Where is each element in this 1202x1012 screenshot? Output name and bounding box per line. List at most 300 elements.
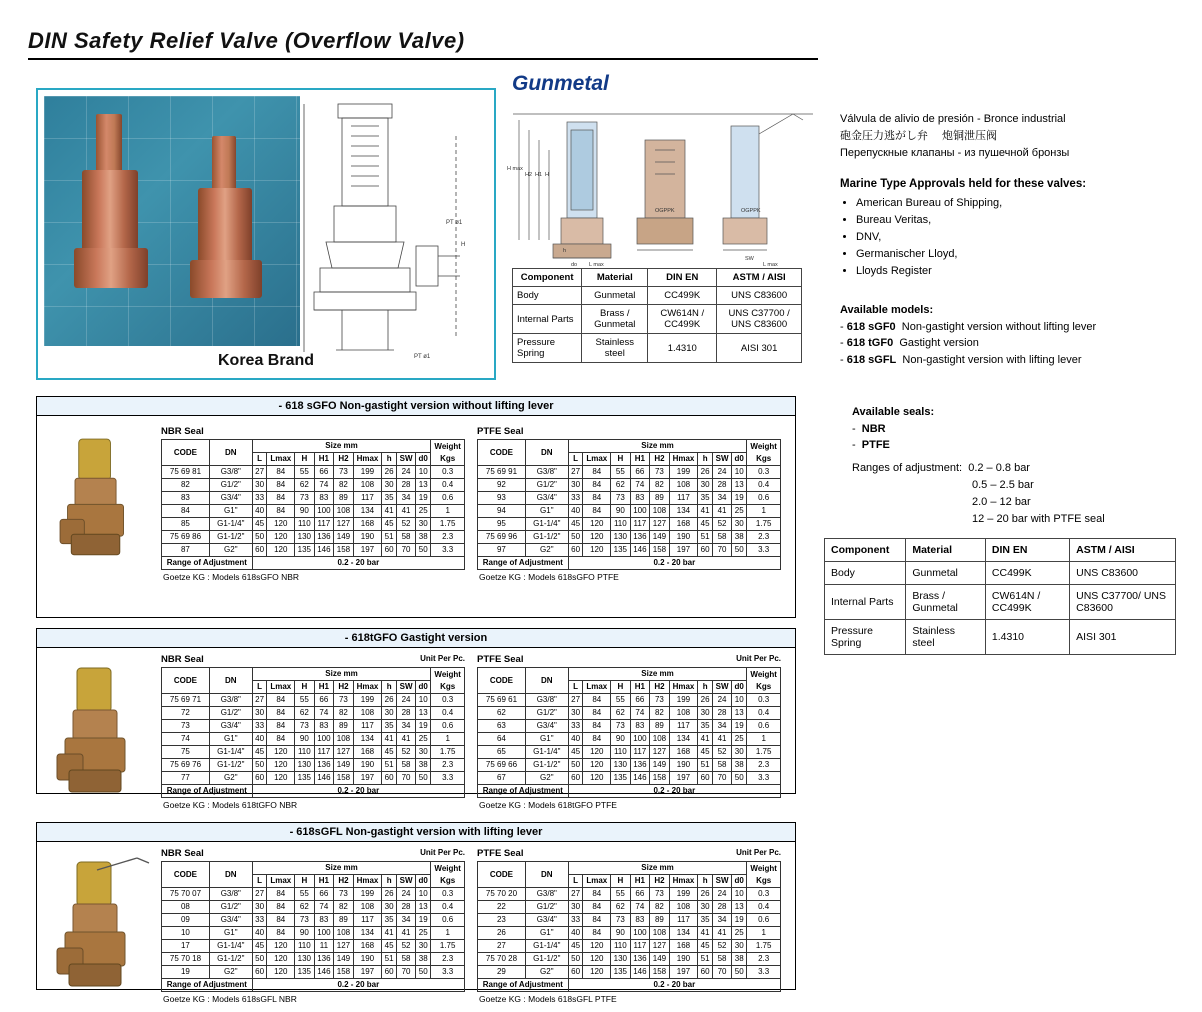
cell-h1: 117	[630, 940, 650, 953]
cell-d0: 10	[416, 888, 431, 901]
cell-dn: G3/4"	[525, 914, 568, 927]
svg-text:SW: SW	[745, 256, 754, 262]
list-item: • Germanischer Lloyd,	[856, 247, 1190, 263]
cell-h: 35	[382, 492, 397, 505]
table-row	[825, 620, 1176, 655]
model-desc: Non-gastight version with lifting lever	[902, 353, 1082, 366]
cell-l: 60	[252, 966, 267, 979]
col-dinen: DIN EN	[985, 539, 1069, 562]
col-code: CODE	[162, 440, 210, 466]
cell-l: 60	[568, 544, 583, 557]
table-row	[162, 966, 465, 979]
unit-per-pc: Unit Per Pc.	[420, 848, 465, 857]
cell-d0: 38	[732, 531, 747, 544]
title-divider	[28, 58, 818, 60]
cell-h1: 146	[314, 772, 334, 785]
table-row	[162, 759, 465, 772]
cell-h: 73	[611, 720, 631, 733]
col-l: L	[568, 453, 583, 466]
cell-lmax: 84	[267, 479, 295, 492]
cell-code: 65	[478, 746, 526, 759]
cell-weight: 2.3	[747, 531, 781, 544]
table-footnote: Goetze KG : Models 618sGFL PTFE	[479, 994, 617, 1004]
cell-d0: 13	[416, 901, 431, 914]
cell-h1: 66	[630, 466, 650, 479]
col-d0: d0	[416, 875, 431, 888]
cell-h: 41	[698, 927, 713, 940]
seal-name: PTFE	[861, 439, 890, 451]
cell-h: 41	[698, 733, 713, 746]
table-row	[478, 966, 781, 979]
cell-weight: 1.75	[431, 940, 465, 953]
col-code: CODE	[162, 668, 210, 694]
table-row	[478, 720, 781, 733]
cell-dn: G3/4"	[209, 914, 252, 927]
col-h2: H2	[650, 875, 670, 888]
cell-h2: 158	[650, 966, 670, 979]
cell-l: 27	[252, 888, 267, 901]
cell-h: 41	[382, 505, 397, 518]
table-row	[478, 492, 781, 505]
cell-h1: 100	[314, 505, 334, 518]
cell-h1: 117	[630, 518, 650, 531]
cell-lmax: 120	[583, 746, 611, 759]
valve-illustration	[43, 654, 163, 809]
model-code: 618 tGF0	[846, 337, 894, 349]
svg-text:H: H	[545, 172, 549, 178]
cell-code: 75 69 66	[478, 759, 526, 772]
cell-weight: 1	[747, 733, 781, 746]
table-row	[162, 694, 465, 707]
table-row	[162, 888, 465, 901]
cell-h: 110	[295, 940, 315, 953]
cell-h2: 89	[334, 492, 354, 505]
cell-code: 64	[478, 733, 526, 746]
cell-hmax: 190	[669, 759, 698, 772]
col-dn: DN	[525, 668, 568, 694]
seal-label-ptfe: PTFE Seal	[477, 848, 524, 859]
cell-material: Stainless steel	[906, 620, 986, 655]
cell-weight: 1	[431, 505, 465, 518]
cell-h: 135	[611, 966, 631, 979]
table-row	[162, 746, 465, 759]
cell-h2: 82	[650, 707, 670, 720]
unit-per-pc: Unit Per Pc.	[736, 848, 781, 857]
cell-sw: 34	[397, 492, 416, 505]
col-h: h	[698, 453, 713, 466]
col-h: H	[295, 681, 315, 694]
section-heading: - 618tGFO Gastight version	[37, 629, 795, 648]
cell-h1: 74	[314, 479, 334, 492]
cell-sw: 41	[397, 927, 416, 940]
cell-h: 60	[698, 966, 713, 979]
cell-d0: 38	[416, 759, 431, 772]
cell-d0: 50	[732, 544, 747, 557]
cell-h1: 74	[630, 707, 650, 720]
cell-dn: G1-1/4"	[525, 518, 568, 531]
cell-hmax: 117	[669, 914, 698, 927]
subtitle: Gunmetal	[512, 72, 609, 95]
table-row	[478, 531, 781, 544]
cell-h: 51	[698, 531, 713, 544]
cell-d0: 13	[732, 479, 747, 492]
table-header-row	[478, 440, 781, 453]
cell-hmax: 190	[353, 759, 382, 772]
cell-h1: 146	[314, 544, 334, 557]
spec-section-2	[36, 628, 796, 810]
cell-hmax: 117	[669, 492, 698, 505]
cell-sw: 58	[713, 953, 732, 966]
cell-sw: 24	[713, 888, 732, 901]
cell-weight: 0.4	[747, 707, 781, 720]
cell-dn: G1"	[525, 927, 568, 940]
cell-code: 74	[162, 733, 210, 746]
range-value: 2.0 – 12 bar	[972, 496, 1031, 509]
col-h: h	[382, 875, 397, 888]
cell-weight: 3.3	[431, 772, 465, 785]
table-row	[162, 466, 465, 479]
unit-per-pc: Unit Per Pc.	[420, 654, 465, 663]
cell-component: Pressure Spring	[513, 334, 582, 363]
range-row	[162, 557, 465, 570]
page-header	[28, 28, 1174, 60]
cell-h: 62	[295, 707, 315, 720]
cell-d0: 50	[416, 966, 431, 979]
cell-lmax: 84	[583, 901, 611, 914]
cell-h: 90	[611, 505, 631, 518]
cell-code: 09	[162, 914, 210, 927]
section-heading: - 618 sGFO Non-gastight version without lifting lever	[37, 397, 795, 416]
cell-h1: 74	[314, 707, 334, 720]
cell-lmax: 120	[583, 940, 611, 953]
cell-range-label: Range of Adjustment	[162, 557, 253, 570]
cell-hmax: 197	[353, 772, 382, 785]
col-size: Size mm	[568, 862, 747, 875]
cell-h: 62	[295, 479, 315, 492]
cell-sw: 34	[713, 492, 732, 505]
col-size: Size mm	[568, 668, 747, 681]
cell-material: Brass / Gunmetal	[582, 305, 648, 334]
cell-sw: 34	[713, 720, 732, 733]
ptfe-block	[477, 848, 781, 1004]
col-h: H	[295, 453, 315, 466]
col-h2: H2	[650, 681, 670, 694]
cell-weight: 0.3	[431, 694, 465, 707]
cell-h2: 149	[650, 531, 670, 544]
cell-l: 45	[568, 746, 583, 759]
table-row	[162, 927, 465, 940]
list-item: • DNV,	[856, 230, 1190, 246]
col-weight: Weight Kgs	[747, 862, 781, 888]
valve-cap-right	[212, 136, 236, 192]
range-row	[478, 557, 781, 570]
table-row	[478, 759, 781, 772]
cell-h: 135	[295, 966, 315, 979]
spec-section-3	[36, 822, 796, 1004]
table-footnote: Goetze KG : Models 618sGFL NBR	[163, 994, 297, 1004]
cell-l: 33	[568, 720, 583, 733]
cell-d0: 25	[416, 927, 431, 940]
cell-sw: 58	[713, 759, 732, 772]
cell-h: 73	[295, 720, 315, 733]
cell-hmax: 108	[669, 479, 698, 492]
cell-lmax: 120	[267, 966, 295, 979]
cell-h1: 83	[630, 492, 650, 505]
cell-weight: 1	[431, 927, 465, 940]
spec-section-1	[36, 396, 796, 618]
cell-sw: 28	[397, 901, 416, 914]
col-dn: DN	[209, 862, 252, 888]
spec-table	[161, 861, 465, 992]
cell-lmax: 84	[583, 927, 611, 940]
cell-hmax: 168	[353, 940, 382, 953]
cell-hmax: 134	[669, 733, 698, 746]
cell-dn: G1-1/2"	[209, 953, 252, 966]
col-h1: H1	[314, 453, 334, 466]
cell-lmax: 120	[583, 953, 611, 966]
table-row	[162, 479, 465, 492]
cell-dn: G2"	[209, 966, 252, 979]
material-table-top	[512, 268, 802, 363]
cell-h: 30	[698, 901, 713, 914]
cell-d0: 38	[416, 953, 431, 966]
cell-h2: 127	[334, 518, 354, 531]
cell-sw: 70	[713, 966, 732, 979]
section-drawing	[296, 96, 492, 374]
col-h1: H1	[314, 681, 334, 694]
cell-weight: 2.3	[431, 953, 465, 966]
list-item: • American Bureau of Shipping,	[856, 196, 1190, 212]
table-row	[162, 940, 465, 953]
cell-d0: 19	[416, 914, 431, 927]
cell-h: 90	[611, 927, 631, 940]
cell-h2: 82	[334, 479, 354, 492]
range-value: 0.2 – 0.8 bar	[968, 462, 1030, 474]
cell-h: 62	[295, 901, 315, 914]
table-header-row	[513, 269, 802, 287]
cell-component: Internal Parts	[825, 585, 906, 620]
col-sw: SW	[713, 875, 732, 888]
range-row	[478, 979, 781, 992]
cell-code: 29	[478, 966, 526, 979]
cell-range-value: 0.2 - 20 bar	[252, 557, 464, 570]
seal-label-nbr: NBR Seal	[161, 848, 204, 859]
cell-code: 17	[162, 940, 210, 953]
cell-code: 95	[478, 518, 526, 531]
cell-code: 63	[478, 720, 526, 733]
cell-lmax: 120	[267, 953, 295, 966]
cell-h: 60	[698, 544, 713, 557]
cell-h: 90	[611, 733, 631, 746]
cell-h: 130	[295, 953, 315, 966]
cell-h2: 108	[650, 505, 670, 518]
cell-l: 40	[568, 505, 583, 518]
cell-l: 33	[252, 720, 267, 733]
cell-material: Stainless steel	[582, 334, 648, 363]
spec-table	[477, 439, 781, 570]
svg-text:L max: L max	[589, 262, 604, 268]
cell-weight: 0.6	[747, 914, 781, 927]
cell-astm: UNS C37700/ UNS C83600	[1070, 585, 1176, 620]
cell-lmax: 84	[267, 888, 295, 901]
ranges-block	[852, 460, 1192, 528]
col-size: Size mm	[252, 440, 431, 453]
lang-cjk: 砲金圧力逃がし弁 炮铜泄压阀	[840, 129, 998, 142]
seals-block	[852, 404, 1192, 454]
cell-h1: 117	[314, 518, 334, 531]
table-row	[825, 585, 1176, 620]
cell-l: 27	[252, 694, 267, 707]
ptfe-block	[477, 426, 781, 582]
cell-h2: 127	[650, 746, 670, 759]
models-title: Available models:	[840, 304, 934, 316]
col-component: Component	[513, 269, 582, 287]
cell-sw: 28	[713, 901, 732, 914]
cell-range-label: Range of Adjustment	[478, 785, 569, 798]
cell-dn: G1"	[209, 733, 252, 746]
cell-l: 60	[252, 544, 267, 557]
table-footnote: Goetze KG : Models 618sGFO PTFE	[479, 572, 619, 582]
cell-h: 30	[698, 707, 713, 720]
cell-lmax: 84	[583, 707, 611, 720]
cell-lmax: 84	[583, 694, 611, 707]
table-row	[162, 901, 465, 914]
seal-row: - NBR	[852, 422, 886, 435]
table-row	[478, 694, 781, 707]
cell-h: 35	[698, 720, 713, 733]
cell-code: 75 70 18	[162, 953, 210, 966]
table-footnote: Goetze KG : Models 618tGFO NBR	[163, 800, 298, 810]
cell-hmax: 117	[353, 720, 382, 733]
col-sw: SW	[713, 681, 732, 694]
range-value: 0.5 – 2.5 bar	[972, 479, 1034, 492]
table-header-row	[478, 862, 781, 875]
cell-sw: 28	[713, 479, 732, 492]
col-l: L	[568, 875, 583, 888]
cell-range-value: 0.2 - 20 bar	[568, 785, 780, 798]
cell-d0: 30	[732, 746, 747, 759]
cell-sw: 52	[713, 940, 732, 953]
cell-code: 19	[162, 966, 210, 979]
cell-sw: 24	[397, 694, 416, 707]
cell-range-value: 0.2 - 20 bar	[568, 979, 780, 992]
model-row: - 618 tGF0 Gastight version	[840, 337, 979, 349]
cell-l: 27	[568, 694, 583, 707]
col-hmax: Hmax	[353, 875, 382, 888]
cell-h: 110	[611, 518, 631, 531]
table-row	[478, 746, 781, 759]
col-d0: d0	[416, 681, 431, 694]
col-lmax: Lmax	[583, 875, 611, 888]
cell-dinen: CW614N / CC499K	[648, 305, 717, 334]
cell-lmax: 84	[583, 479, 611, 492]
table-row	[162, 531, 465, 544]
cell-h: 60	[382, 544, 397, 557]
col-sw: SW	[397, 453, 416, 466]
cell-weight: 0.3	[747, 888, 781, 901]
cell-sw: 70	[397, 966, 416, 979]
cell-l: 45	[252, 518, 267, 531]
cell-hmax: 199	[669, 888, 698, 901]
col-lmax: Lmax	[267, 875, 295, 888]
cell-h: 45	[698, 746, 713, 759]
cell-weight: 1.75	[747, 746, 781, 759]
cell-h1: 83	[314, 720, 334, 733]
col-code: CODE	[478, 862, 526, 888]
cell-h: 73	[295, 492, 315, 505]
cell-sw: 28	[397, 707, 416, 720]
cell-d0: 13	[416, 707, 431, 720]
cell-h1: 146	[630, 966, 650, 979]
col-hmax: Hmax	[669, 453, 698, 466]
cell-h1: 136	[630, 759, 650, 772]
cell-component: Pressure Spring	[825, 620, 906, 655]
cell-lmax: 84	[583, 720, 611, 733]
cell-h: 90	[295, 505, 315, 518]
cell-h1: 83	[630, 720, 650, 733]
cell-hmax: 108	[669, 707, 698, 720]
col-h: h	[382, 453, 397, 466]
table-row	[478, 914, 781, 927]
cell-h2: 149	[334, 953, 354, 966]
col-l: L	[252, 453, 267, 466]
cell-sw: 24	[397, 888, 416, 901]
cell-h: 135	[295, 772, 315, 785]
col-sw: SW	[713, 453, 732, 466]
col-size: Size mm	[252, 668, 431, 681]
cell-h: 35	[382, 914, 397, 927]
table-row	[513, 287, 802, 305]
cell-sw: 70	[713, 772, 732, 785]
cell-material: Gunmetal	[906, 562, 986, 585]
col-d0: d0	[732, 453, 747, 466]
cell-lmax: 84	[267, 492, 295, 505]
cell-h: 55	[611, 466, 631, 479]
cell-sw: 52	[713, 518, 732, 531]
table-row	[162, 544, 465, 557]
cell-sw: 52	[713, 746, 732, 759]
cell-h1: 74	[630, 479, 650, 492]
cell-h: 41	[698, 505, 713, 518]
cell-weight: 1	[431, 733, 465, 746]
cell-weight: 0.6	[747, 492, 781, 505]
cell-hmax: 199	[353, 466, 382, 479]
table-header-row	[162, 668, 465, 681]
cell-lmax: 120	[583, 518, 611, 531]
cell-hmax: 134	[669, 505, 698, 518]
cell-hmax: 108	[353, 707, 382, 720]
cell-h: 51	[382, 531, 397, 544]
cell-hmax: 168	[669, 940, 698, 953]
col-h2: H2	[334, 681, 354, 694]
cell-sw: 58	[397, 953, 416, 966]
cell-dn: G3/8"	[525, 694, 568, 707]
page-title: DIN Safety Relief Valve (Overflow Valve)	[28, 28, 465, 53]
cell-hmax: 190	[353, 531, 382, 544]
col-d0: d0	[732, 681, 747, 694]
cell-lmax: 84	[267, 505, 295, 518]
cell-hmax: 199	[353, 694, 382, 707]
cell-h: 130	[611, 531, 631, 544]
cell-sw: 52	[397, 518, 416, 531]
cell-sw: 34	[713, 914, 732, 927]
cell-hmax: 197	[669, 772, 698, 785]
cell-h2: 149	[650, 953, 670, 966]
cell-dn: G2"	[209, 544, 252, 557]
col-h1: H1	[630, 681, 650, 694]
cell-d0: 13	[416, 479, 431, 492]
cell-sw: 52	[397, 746, 416, 759]
